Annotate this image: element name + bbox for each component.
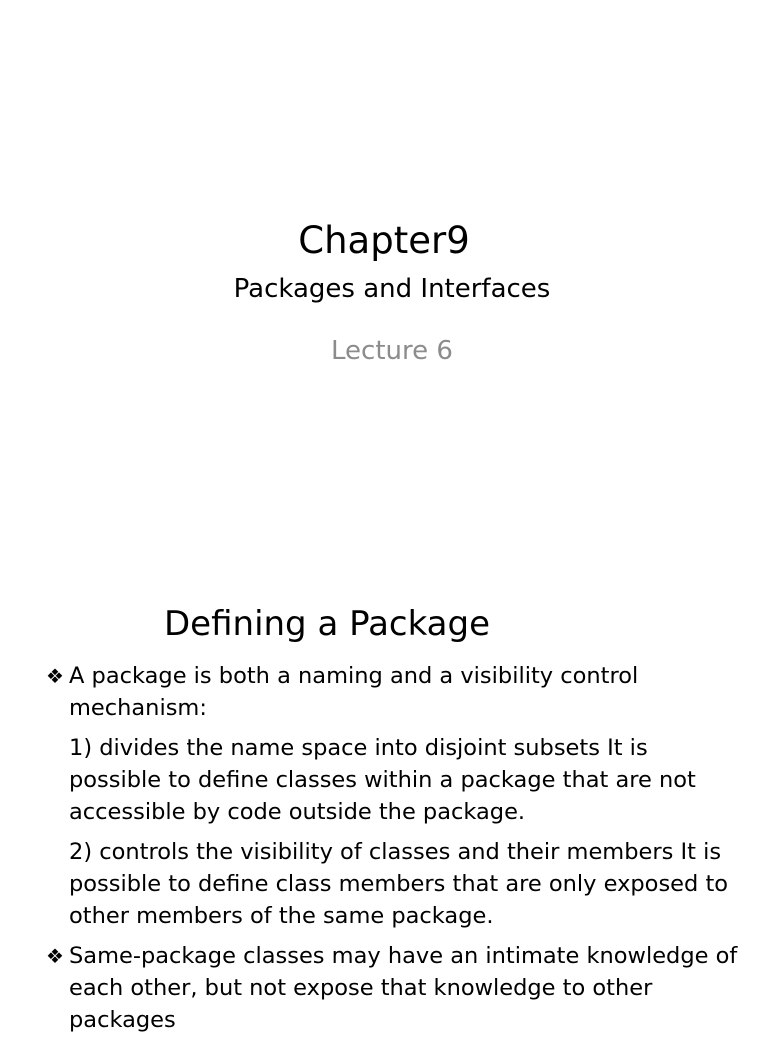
slide-content [46, 660, 746, 1044]
sub-point: 1) divides the name space into disjoint subsets It is possible to define classes within a package that are not accessible by code outside the package. [69, 735, 696, 825]
bullet-text: Same-package classes may have an intimate knowledge of each other, but not expose that knowledge to other packages [69, 943, 738, 1033]
slide-title-heading: Chapter9 [298, 219, 470, 262]
slide-defining-package [0, 576, 768, 1033]
bullet-text: A package is both a naming and a visibility control mechanism: [69, 663, 639, 721]
lecture-label: Lecture 6 [331, 336, 453, 366]
slide-heading: Defining a Package [164, 604, 491, 644]
diamond-bullet-icon: ❖ [46, 944, 64, 968]
bullet-item [46, 940, 746, 1036]
diamond-bullet-icon: ❖ [46, 664, 64, 688]
sub-point: 2) controls the visibility of classes and their members It is possible to define class members that are only exposed to other members of the same package. [69, 839, 729, 929]
slide-subtitle: Packages and Interfaces [233, 274, 551, 304]
bullet-item [46, 660, 746, 724]
